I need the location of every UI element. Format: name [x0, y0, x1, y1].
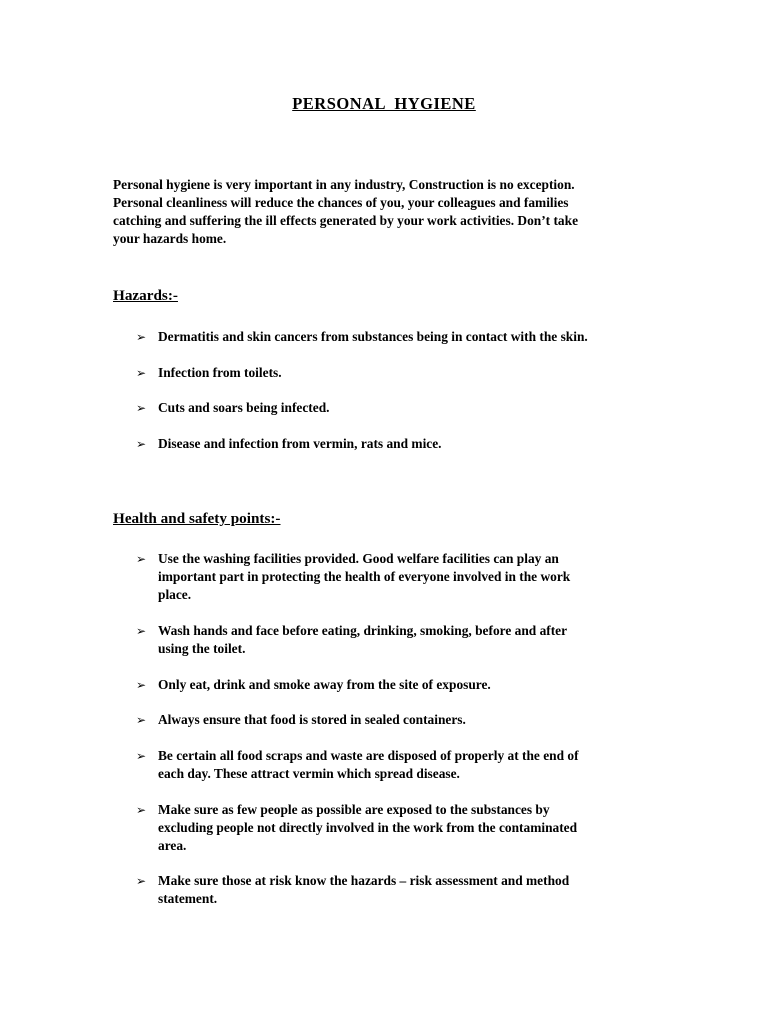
list-item-text: Use the washing facilities provided. Good welfare facilities can play an: [158, 551, 559, 566]
list-item-text: Disease and infection from vermin, rats and mice.: [158, 436, 442, 451]
list-item-text: Dermatitis and skin cancers from substances being in contact with the skin.: [158, 329, 588, 344]
list-item-text: Make sure as few people as possible are exposed to the substances by: [158, 802, 550, 817]
list-item-text: using the toilet.: [158, 641, 246, 656]
list-item-text: place.: [158, 587, 192, 602]
arrow-bullet-icon: ➢: [136, 874, 147, 888]
list-item-text: Be certain all food scraps and waste are disposed of properly at the end of: [158, 748, 579, 763]
arrow-bullet-icon: ➢: [136, 366, 147, 380]
arrow-bullet-icon: ➢: [136, 678, 147, 692]
page-title: PERSONAL HYGIENE: [292, 94, 476, 113]
intro-line: your hazards home.: [113, 231, 227, 246]
hazards-heading: Hazards:-: [113, 287, 178, 304]
arrow-bullet-icon: ➢: [136, 552, 147, 566]
list-item-text: important part in protecting the health of everyone involved in the work: [158, 569, 571, 584]
list-item-text: each day. These attract vermin which spread disease.: [158, 766, 460, 781]
arrow-bullet-icon: ➢: [136, 401, 147, 415]
list-item-text: excluding people not directly involved in the work from the contaminated: [158, 820, 578, 835]
arrow-bullet-icon: ➢: [136, 330, 147, 344]
list-item-text: Infection from toilets.: [158, 365, 282, 380]
arrow-bullet-icon: ➢: [136, 624, 147, 638]
list-item-text: Only eat, drink and smoke away from the site of exposure.: [158, 677, 491, 692]
intro-line: Personal cleanliness will reduce the chances of you, your colleagues and families: [113, 195, 569, 210]
list-item-text: Cuts and soars being infected.: [158, 400, 330, 415]
arrow-bullet-icon: ➢: [136, 437, 147, 451]
list-item-text: Wash hands and face before eating, drinking, smoking, before and after: [158, 623, 568, 638]
intro-line: catching and suffering the ill effects generated by your work activities. Don’t take: [113, 213, 579, 228]
intro-line: Personal hygiene is very important in any industry, Construction is no exception.: [113, 177, 575, 192]
health-safety-heading: Health and safety points:-: [113, 510, 281, 527]
list-item-text: statement.: [158, 891, 218, 906]
arrow-bullet-icon: ➢: [136, 803, 147, 817]
list-item-text: Make sure those at risk know the hazards – risk assessment and method: [158, 873, 570, 888]
arrow-bullet-icon: ➢: [136, 713, 147, 727]
list-item-text: area.: [158, 838, 187, 853]
arrow-bullet-icon: ➢: [136, 749, 147, 763]
list-item-text: Always ensure that food is stored in sealed containers.: [158, 712, 466, 727]
